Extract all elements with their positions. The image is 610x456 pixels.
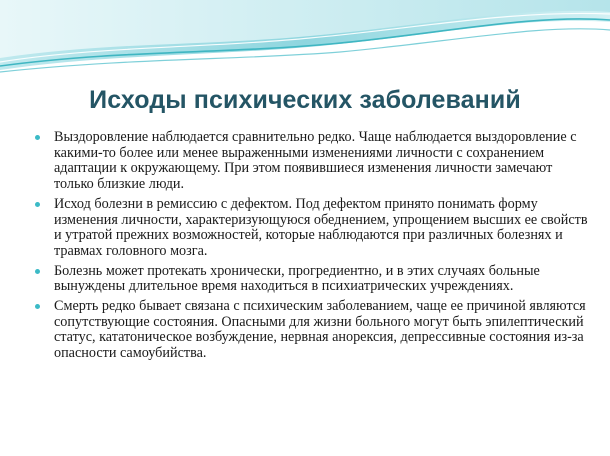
list-item (32, 264, 592, 295)
bullet-dot-icon (35, 304, 40, 309)
bullet-list (32, 130, 592, 366)
list-item-text: Болезнь может протекать хронически, прогредиентно, и в этих случаях больные вынуждены длительное время находиться в психиатрических учреждениях. (54, 262, 540, 295)
list-item (32, 197, 592, 260)
slide-title: Исходы психических заболеваний (89, 86, 521, 114)
bullet-dot-icon (35, 135, 40, 140)
list-item (32, 299, 592, 362)
list-item-text: Выздоровление наблюдается сравнительно редко. Чаще наблюдается выздоровление с какими-то более или менее выраженными изменениями личности с сохранением адаптации к окружающему. При этом появившиеся изменения личности замечают только близкие люди. (54, 129, 577, 193)
list-item (32, 130, 592, 193)
bullet-dot-icon (35, 269, 40, 274)
bullet-dot-icon (35, 202, 40, 207)
list-item-text: Смерть редко бывает связана с психическим заболеванием, чаще ее причиной являются сопутствующие состояния. Опасными для жизни больного могут быть эпилептический статус, кататоническое возбуждение, нервная анорексия, депрессивные состояния из-за опасности самоубийства. (54, 298, 586, 362)
list-item-text: Исход болезни в ремиссию с дефектом. Под дефектом принято понимать форму изменения личности, характеризующуюся обеднением, упрощением высших ее свойств и утратой прежних возможностей, которые наблюдаются при различных болезнях и травмах головного мозга. (54, 195, 588, 259)
decorative-waves (0, 0, 610, 80)
